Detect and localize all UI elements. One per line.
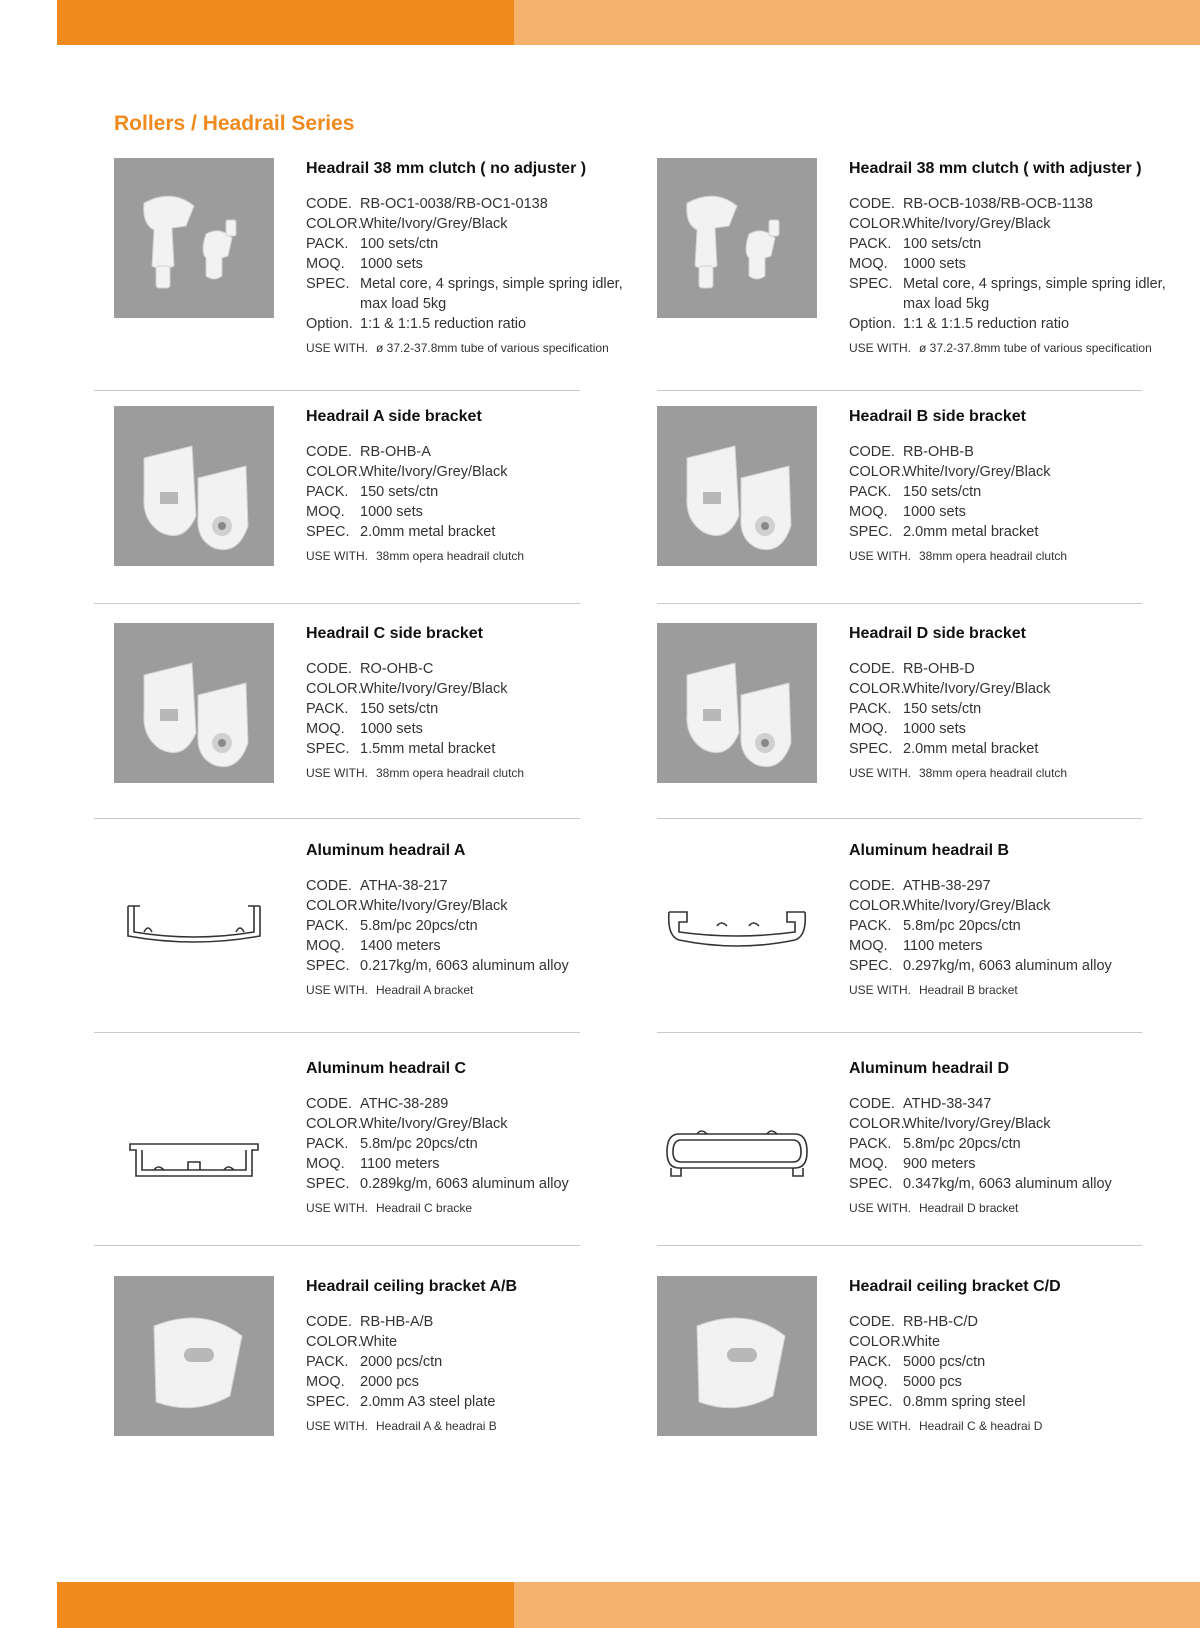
product-photo — [114, 406, 274, 566]
use-with-label: USE WITH. — [849, 1419, 911, 1433]
product-name: Headrail ceiling bracket A/B — [306, 1278, 518, 1295]
spec-value: Metal core, 4 springs, simple spring idler, max load 5kg — [903, 276, 1166, 312]
headrail-profile-drawing — [657, 840, 817, 1000]
use-with-row — [306, 1418, 626, 1434]
section-divider — [94, 390, 580, 391]
spec-label: SPEC. — [306, 958, 350, 974]
moq-label: MOQ. — [849, 1156, 888, 1172]
product-name: Headrail 38 mm clutch ( with adjuster ) — [849, 160, 1142, 177]
use-with-label: USE WITH. — [849, 983, 911, 997]
code-value: RO-OHB-C — [360, 661, 434, 677]
moq-row — [306, 1154, 626, 1174]
product-info — [849, 1058, 1169, 1216]
moq-label: MOQ. — [849, 256, 888, 272]
use-with-row — [849, 765, 1169, 781]
use-with-value: 38mm opera headrail clutch — [919, 549, 1068, 563]
color-row — [849, 1114, 1169, 1134]
moq-value: 1400 meters — [360, 938, 441, 954]
moq-value: 1000 sets — [903, 256, 966, 272]
product-name: Aluminum headrail A — [306, 842, 466, 859]
code-label: CODE. — [306, 196, 352, 212]
pack-row — [306, 482, 626, 502]
section-divider — [94, 1245, 580, 1246]
moq-row — [306, 254, 626, 274]
option-row — [306, 314, 626, 334]
moq-row — [306, 502, 626, 522]
color-row — [306, 679, 626, 699]
color-value: White/Ivory/Grey/Black — [360, 898, 508, 914]
code-label: CODE. — [849, 661, 895, 677]
spec-label: SPEC. — [306, 524, 350, 540]
product-info — [306, 1276, 626, 1434]
use-with-row — [306, 765, 626, 781]
spec-value: 0.8mm spring steel — [903, 1394, 1026, 1410]
pack-value: 5.8m/pc 20pcs/ctn — [903, 918, 1021, 934]
color-value: White/Ivory/Grey/Black — [360, 216, 508, 232]
code-value: RB-OHB-B — [903, 444, 974, 460]
pack-row — [306, 699, 626, 719]
moq-row — [849, 1372, 1169, 1392]
spec-row — [306, 274, 626, 314]
use-with-label: USE WITH. — [306, 766, 368, 780]
pack-label: PACK. — [306, 236, 349, 252]
pack-row — [306, 1134, 626, 1154]
use-with-row — [306, 340, 626, 356]
moq-label: MOQ. — [306, 1374, 345, 1390]
spec-label: SPEC. — [849, 524, 893, 540]
use-with-label: USE WITH. — [306, 341, 368, 355]
product-photo — [114, 623, 274, 783]
code-row — [849, 1312, 1169, 1332]
product-photo — [114, 1276, 274, 1436]
product-info — [849, 158, 1169, 356]
color-label: COLOR. — [849, 216, 905, 232]
use-with-value: Headrail C & headrai D — [919, 1419, 1043, 1433]
moq-row — [849, 719, 1169, 739]
section-divider — [94, 1032, 580, 1033]
use-with-label: USE WITH. — [849, 341, 911, 355]
product-name: Headrail D side bracket — [849, 625, 1026, 642]
color-label: COLOR. — [306, 464, 362, 480]
product-photo — [657, 623, 817, 783]
use-with-label: USE WITH. — [306, 983, 368, 997]
section-divider — [657, 1032, 1142, 1033]
code-value: RB-OHB-A — [360, 444, 431, 460]
use-with-row — [306, 982, 626, 998]
product-name: Headrail B side bracket — [849, 408, 1026, 425]
color-row — [306, 214, 626, 234]
code-value: RB-HB-A/B — [360, 1314, 434, 1330]
color-label: COLOR. — [849, 681, 905, 697]
color-value: White/Ivory/Grey/Black — [903, 216, 1051, 232]
color-row — [849, 214, 1169, 234]
use-with-value: 38mm opera headrail clutch — [376, 766, 525, 780]
moq-value: 1000 sets — [360, 256, 423, 272]
spec-value: 0.217kg/m, 6063 aluminum alloy — [360, 958, 569, 974]
color-row — [306, 1332, 626, 1352]
spec-row — [306, 956, 626, 976]
pack-label: PACK. — [849, 1136, 892, 1152]
product-info — [306, 1058, 626, 1216]
product-info — [306, 840, 626, 998]
spec-label: SPEC. — [849, 276, 893, 292]
spec-row — [306, 522, 626, 542]
product-name: Headrail C side bracket — [306, 625, 483, 642]
option-value: 1:1 & 1:1.5 reduction ratio — [360, 316, 527, 332]
spec-row — [849, 956, 1169, 976]
spec-value: 0.297kg/m, 6063 aluminum alloy — [903, 958, 1112, 974]
spec-value: 2.0mm metal bracket — [360, 524, 496, 540]
spec-row — [849, 522, 1169, 542]
color-label: COLOR. — [306, 681, 362, 697]
pack-row — [849, 699, 1169, 719]
pack-label: PACK. — [306, 1136, 349, 1152]
use-with-label: USE WITH. — [849, 549, 911, 563]
color-label: COLOR. — [849, 464, 905, 480]
spec-value: 0.347kg/m, 6063 aluminum alloy — [903, 1176, 1112, 1192]
code-value: ATHA-38-217 — [360, 878, 448, 894]
use-with-row — [849, 982, 1169, 998]
code-label: CODE. — [306, 1096, 352, 1112]
color-row — [849, 1332, 1169, 1352]
code-row — [306, 1094, 626, 1114]
color-label: COLOR. — [849, 898, 905, 914]
spec-label: SPEC. — [849, 1176, 893, 1192]
pack-label: PACK. — [849, 236, 892, 252]
product-name: Headrail A side bracket — [306, 408, 482, 425]
use-with-row — [849, 340, 1169, 356]
spec-label: SPEC. — [306, 1176, 350, 1192]
moq-value: 5000 pcs — [903, 1374, 962, 1390]
moq-row — [849, 1154, 1169, 1174]
moq-value: 1000 sets — [903, 504, 966, 520]
top-band — [57, 0, 1200, 45]
use-with-label: USE WITH. — [306, 1201, 368, 1215]
pack-value: 150 sets/ctn — [360, 701, 439, 717]
pack-row — [849, 1352, 1169, 1372]
moq-value: 1000 sets — [903, 721, 966, 737]
code-label: CODE. — [849, 196, 895, 212]
moq-row — [306, 936, 626, 956]
code-row — [849, 876, 1169, 896]
use-with-row — [849, 1418, 1169, 1434]
section-divider — [657, 818, 1142, 819]
product-photo — [657, 1276, 817, 1436]
spec-label: SPEC. — [849, 1394, 893, 1410]
moq-row — [849, 254, 1169, 274]
code-label: CODE. — [306, 1314, 352, 1330]
moq-label: MOQ. — [306, 938, 345, 954]
code-row — [306, 659, 626, 679]
pack-row — [306, 234, 626, 254]
spec-value: 2.0mm metal bracket — [903, 741, 1039, 757]
use-with-value: 38mm opera headrail clutch — [919, 766, 1068, 780]
pack-row — [849, 916, 1169, 936]
color-value: White/Ivory/Grey/Black — [360, 681, 508, 697]
color-row — [306, 1114, 626, 1134]
code-label: CODE. — [849, 444, 895, 460]
product-info — [849, 1276, 1169, 1434]
product-photo — [657, 406, 817, 566]
spec-label: SPEC. — [306, 276, 350, 292]
headrail-profile-drawing — [114, 840, 274, 1000]
code-row — [849, 1094, 1169, 1114]
spec-row — [849, 1174, 1169, 1194]
spec-value: Metal core, 4 springs, simple spring idler, max load 5kg — [360, 276, 623, 312]
bottom-band-light — [514, 1582, 1200, 1628]
color-row — [306, 896, 626, 916]
code-row — [306, 442, 626, 462]
code-row — [306, 1312, 626, 1332]
product-name: Headrail 38 mm clutch ( no adjuster ) — [306, 160, 587, 177]
color-label: COLOR. — [306, 216, 362, 232]
use-with-value: Headrail B bracket — [919, 983, 1018, 997]
product-info — [849, 840, 1169, 998]
use-with-value: Headrail D bracket — [919, 1201, 1019, 1215]
color-label: COLOR. — [306, 898, 362, 914]
moq-value: 900 meters — [903, 1156, 976, 1172]
pack-row — [849, 234, 1169, 254]
code-value: RB-OHB-D — [903, 661, 975, 677]
code-value: RB-OCB-1038/RB-OCB-1138 — [903, 196, 1093, 212]
color-row — [849, 679, 1169, 699]
code-label: CODE. — [849, 1314, 895, 1330]
moq-label: MOQ. — [306, 721, 345, 737]
color-value: White/Ivory/Grey/Black — [360, 1116, 508, 1132]
code-label: CODE. — [849, 1096, 895, 1112]
color-label: COLOR. — [306, 1116, 362, 1132]
color-value: White/Ivory/Grey/Black — [360, 464, 508, 480]
spec-value: 0.289kg/m, 6063 aluminum alloy — [360, 1176, 569, 1192]
section-divider — [657, 390, 1142, 391]
code-row — [849, 194, 1169, 214]
moq-row — [849, 502, 1169, 522]
moq-value: 1100 meters — [360, 1156, 440, 1172]
product-info — [849, 623, 1169, 781]
bottom-band-dark — [57, 1582, 514, 1628]
use-with-label: USE WITH. — [849, 766, 911, 780]
product-info — [306, 406, 626, 564]
product-name: Aluminum headrail D — [849, 1060, 1010, 1077]
spec-row — [849, 1392, 1169, 1412]
moq-label: MOQ. — [849, 938, 888, 954]
color-value: White/Ivory/Grey/Black — [903, 898, 1051, 914]
color-value: White/Ivory/Grey/Black — [903, 1116, 1051, 1132]
product-info — [306, 158, 626, 356]
pack-label: PACK. — [306, 1354, 349, 1370]
color-row — [849, 896, 1169, 916]
pack-value: 150 sets/ctn — [903, 701, 982, 717]
option-label: Option. — [849, 316, 896, 332]
code-row — [306, 194, 626, 214]
pack-row — [849, 482, 1169, 502]
code-value: ATHD-38-347 — [903, 1096, 992, 1112]
pack-label: PACK. — [306, 484, 349, 500]
color-label: COLOR. — [306, 1334, 362, 1350]
option-label: Option. — [306, 316, 353, 332]
pack-value: 150 sets/ctn — [903, 484, 982, 500]
use-with-value: Headrail C bracke — [376, 1201, 473, 1215]
bottom-band — [57, 1582, 1200, 1628]
section-divider — [657, 1245, 1142, 1246]
moq-value: 1000 sets — [360, 504, 423, 520]
page-title: Rollers / Headrail Series — [114, 112, 355, 135]
pack-value: 100 sets/ctn — [360, 236, 439, 252]
color-value: White — [903, 1334, 941, 1350]
use-with-value: ø 37.2-37.8mm tube of various specification — [919, 341, 1152, 355]
use-with-row — [849, 548, 1169, 564]
moq-label: MOQ. — [849, 1374, 888, 1390]
pack-value: 150 sets/ctn — [360, 484, 439, 500]
code-value: ATHB-38-297 — [903, 878, 991, 894]
use-with-row — [849, 1200, 1169, 1216]
color-value: White/Ivory/Grey/Black — [903, 681, 1051, 697]
use-with-label: USE WITH. — [849, 1201, 911, 1215]
use-with-label: USE WITH. — [306, 549, 368, 563]
code-label: CODE. — [306, 444, 352, 460]
code-value: RB-HB-C/D — [903, 1314, 978, 1330]
spec-row — [306, 1174, 626, 1194]
spec-row — [306, 739, 626, 759]
moq-label: MOQ. — [849, 721, 888, 737]
use-with-label: USE WITH. — [306, 1419, 368, 1433]
code-label: CODE. — [306, 878, 352, 894]
product-info — [849, 406, 1169, 564]
moq-value: 1000 sets — [360, 721, 423, 737]
product-photo — [114, 158, 274, 318]
code-label: CODE. — [306, 661, 352, 677]
moq-label: MOQ. — [306, 1156, 345, 1172]
headrail-profile-drawing — [657, 1058, 817, 1218]
spec-label: SPEC. — [306, 1394, 350, 1410]
pack-label: PACK. — [306, 701, 349, 717]
use-with-value: Headrail A & headrai B — [376, 1419, 497, 1433]
moq-value: 2000 pcs — [360, 1374, 419, 1390]
pack-value: 100 sets/ctn — [903, 236, 982, 252]
pack-value: 5.8m/pc 20pcs/ctn — [903, 1136, 1021, 1152]
spec-value: 2.0mm A3 steel plate — [360, 1394, 496, 1410]
pack-row — [306, 916, 626, 936]
pack-row — [849, 1134, 1169, 1154]
use-with-row — [306, 1200, 626, 1216]
pack-label: PACK. — [849, 701, 892, 717]
pack-value: 5.8m/pc 20pcs/ctn — [360, 918, 478, 934]
product-info — [306, 623, 626, 781]
pack-label: PACK. — [849, 1354, 892, 1370]
moq-label: MOQ. — [306, 256, 345, 272]
moq-label: MOQ. — [306, 504, 345, 520]
product-name: Aluminum headrail B — [849, 842, 1010, 859]
code-row — [849, 442, 1169, 462]
color-row — [306, 462, 626, 482]
section-divider — [657, 603, 1142, 604]
product-name: Aluminum headrail C — [306, 1060, 467, 1077]
color-value: White/Ivory/Grey/Black — [903, 464, 1051, 480]
color-row — [849, 462, 1169, 482]
color-label: COLOR. — [849, 1116, 905, 1132]
code-row — [849, 659, 1169, 679]
pack-value: 5.8m/pc 20pcs/ctn — [360, 1136, 478, 1152]
spec-row — [849, 739, 1169, 759]
moq-row — [849, 936, 1169, 956]
spec-label: SPEC. — [306, 741, 350, 757]
color-value: White — [360, 1334, 398, 1350]
option-row — [849, 314, 1169, 334]
product-name: Headrail ceiling bracket C/D — [849, 1278, 1061, 1295]
spec-row — [306, 1392, 626, 1412]
spec-value: 1.5mm metal bracket — [360, 741, 496, 757]
use-with-value: Headrail A bracket — [376, 983, 474, 997]
use-with-value: 38mm opera headrail clutch — [376, 549, 525, 563]
section-divider — [94, 603, 580, 604]
headrail-profile-drawing — [114, 1058, 274, 1218]
pack-row — [306, 1352, 626, 1372]
pack-value: 5000 pcs/ctn — [903, 1354, 986, 1370]
spec-value: 2.0mm metal bracket — [903, 524, 1039, 540]
code-value: ATHC-38-289 — [360, 1096, 449, 1112]
pack-label: PACK. — [849, 918, 892, 934]
spec-label: SPEC. — [849, 958, 893, 974]
option-value: 1:1 & 1:1.5 reduction ratio — [903, 316, 1070, 332]
code-value: RB-OC1-0038/RB-OC1-0138 — [360, 196, 548, 212]
top-band-dark — [57, 0, 514, 45]
code-label: CODE. — [849, 878, 895, 894]
moq-row — [306, 1372, 626, 1392]
use-with-value: ø 37.2-37.8mm tube of various specification — [376, 341, 609, 355]
moq-label: MOQ. — [849, 504, 888, 520]
section-divider — [94, 818, 580, 819]
code-row — [306, 876, 626, 896]
color-label: COLOR. — [849, 1334, 905, 1350]
pack-label: PACK. — [849, 484, 892, 500]
product-photo — [657, 158, 817, 318]
moq-value: 1100 meters — [903, 938, 983, 954]
pack-label: PACK. — [306, 918, 349, 934]
use-with-row — [306, 548, 626, 564]
top-band-light — [514, 0, 1200, 45]
moq-row — [306, 719, 626, 739]
spec-row — [849, 274, 1169, 314]
spec-label: SPEC. — [849, 741, 893, 757]
pack-value: 2000 pcs/ctn — [360, 1354, 443, 1370]
